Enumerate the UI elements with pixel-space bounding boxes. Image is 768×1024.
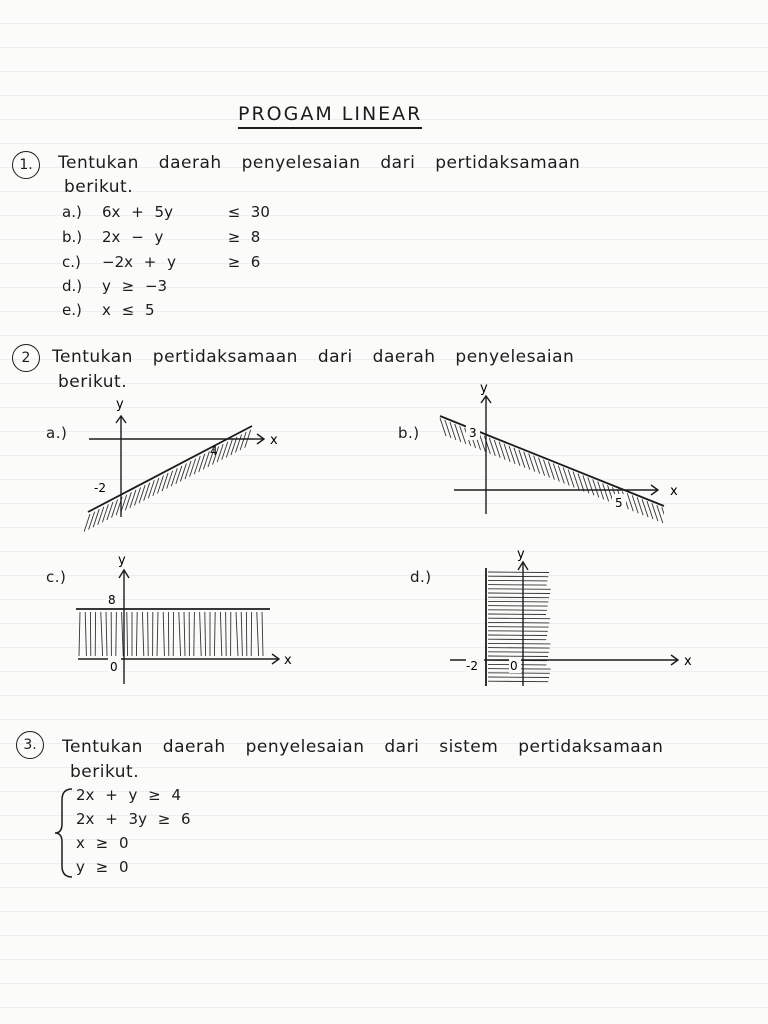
hatch-stroke <box>488 622 549 623</box>
hatch-stroke <box>488 580 547 581</box>
graph-c-x-label: x <box>284 653 292 668</box>
hatch-stroke <box>116 612 117 656</box>
graph-c-shading <box>79 612 263 656</box>
hatch-stroke <box>488 635 547 636</box>
graph-b <box>436 380 686 540</box>
question-1-number: 1. <box>12 151 40 179</box>
hatch-stroke <box>184 612 185 656</box>
hatch-stroke <box>220 612 221 656</box>
q1-item-b <box>62 228 260 246</box>
question-3-text-line1: Tentukan daerah penyelesaian dari sistem pertidaksamaan <box>62 737 664 757</box>
item-operator: ≥ <box>227 253 241 271</box>
question-2-text-line1: Tentukan pertidaksamaan dari daerah penyelesaian <box>52 347 575 367</box>
hatch-stroke <box>488 597 549 598</box>
hatch-stroke <box>262 612 263 656</box>
system-inequality-1: 2x + y ≥ 4 <box>76 786 182 804</box>
graph-d-x-value: -2 <box>466 659 478 673</box>
hatch-stroke <box>136 612 137 656</box>
graph-b-y-intercept: 3 <box>469 426 477 440</box>
hatch-stroke <box>205 612 206 656</box>
graph-d-label: d.) <box>410 568 432 586</box>
hatch-stroke <box>488 614 546 615</box>
graph-c-label: c.) <box>46 568 67 586</box>
question-3-number: 3. <box>16 731 44 759</box>
graph-d-y-label: y <box>517 547 525 562</box>
question-1-text-line1: Tentukan daerah penyelesaian dari pertidaksamaan <box>58 153 581 173</box>
item-label: c.) <box>62 253 81 271</box>
item-rhs: 30 <box>250 203 270 221</box>
hatch-stroke <box>488 606 548 607</box>
hatch-stroke <box>488 656 548 657</box>
hatch-stroke <box>214 612 215 656</box>
graph-b-x-label: x <box>670 484 678 499</box>
graph-a-label: a.) <box>46 424 68 442</box>
hatch-stroke <box>488 589 551 590</box>
graph-d-x-label: x <box>684 654 692 669</box>
item-expression: 2x − y <box>102 228 164 246</box>
graph-d-origin: 0 <box>510 659 518 673</box>
graph-a-y-intercept: -2 <box>94 481 106 495</box>
graph-a <box>84 392 294 532</box>
graph-d <box>446 544 696 694</box>
hatch-stroke <box>127 612 128 656</box>
hatch-stroke <box>488 585 547 586</box>
hatch-stroke <box>488 631 548 632</box>
q1-item-d <box>62 277 167 295</box>
item-expression: y ≥ −3 <box>102 277 168 295</box>
hatch-stroke <box>179 612 181 656</box>
graph-c-y-label: y <box>118 553 126 568</box>
hatch-stroke <box>101 612 103 656</box>
item-expression: 6x + 5y <box>102 203 173 221</box>
hatch-stroke <box>157 612 158 656</box>
hatch-stroke <box>148 612 149 656</box>
hatch-stroke <box>488 652 549 653</box>
graph-c-origin: 0 <box>110 660 118 674</box>
question-2-number: 2 <box>12 344 40 372</box>
graph-a-x-label: x <box>270 433 278 448</box>
item-label: e.) <box>62 301 82 319</box>
system-inequality-2: 2x + 3y ≥ 6 <box>76 810 191 828</box>
item-label: d.) <box>62 277 83 295</box>
system-brace <box>52 786 74 880</box>
system-inequality-4: y ≥ 0 <box>76 858 129 876</box>
hatch-stroke <box>488 601 548 602</box>
item-rhs: 8 <box>250 228 261 246</box>
hatch-stroke <box>106 612 107 656</box>
graph-b-y-label: y <box>480 381 488 396</box>
item-operator: ≤ <box>227 203 241 221</box>
graph-a-y-label: y <box>116 397 124 412</box>
graph-b-x-intercept: 5 <box>615 496 623 510</box>
hatch-stroke <box>488 572 549 573</box>
hatch-stroke <box>488 681 548 682</box>
question-3-text-line2: berikut. <box>70 762 140 782</box>
hatch-stroke <box>488 610 547 611</box>
hatch-stroke <box>488 618 550 619</box>
hatch-stroke <box>226 612 227 656</box>
hatch-stroke <box>79 612 80 656</box>
item-expression: −2x + y <box>102 253 176 271</box>
graph-c <box>74 548 304 688</box>
hatch-stroke <box>122 612 124 656</box>
hatch-stroke <box>488 648 550 649</box>
hatch-stroke <box>488 639 546 640</box>
q1-item-a <box>62 203 270 221</box>
system-inequality-3: x ≥ 0 <box>76 834 129 852</box>
question-1-text-line2: berikut. <box>64 177 134 197</box>
item-label: a.) <box>62 203 82 221</box>
hatch-stroke <box>200 612 202 656</box>
item-operator: ≥ <box>227 228 241 246</box>
hatch-stroke <box>488 627 549 628</box>
question-2-text-line2: berikut. <box>58 372 128 392</box>
q1-item-e <box>62 301 155 319</box>
hatch-stroke <box>241 612 242 656</box>
hatch-stroke <box>488 643 550 644</box>
hatch-stroke <box>163 612 164 656</box>
item-label: b.) <box>62 228 83 246</box>
graph-a-shading <box>84 430 251 532</box>
hatch-stroke <box>236 612 238 656</box>
page-title: PROGAM LINEAR <box>238 103 422 129</box>
item-rhs: 6 <box>250 253 261 271</box>
graph-a-x-intercept: 4 <box>210 444 218 458</box>
hatch-stroke <box>194 612 195 656</box>
hatch-stroke <box>488 677 549 678</box>
hatch-stroke <box>488 576 548 577</box>
hatch-stroke <box>488 593 550 594</box>
q1-item-c <box>62 253 260 271</box>
hatch-stroke <box>257 612 259 656</box>
graph-b-label: b.) <box>398 424 420 442</box>
graph-c-y-value: 8 <box>108 593 116 607</box>
item-expression: x ≤ 5 <box>102 301 155 319</box>
hatch-stroke <box>142 612 143 656</box>
hatch-stroke <box>85 612 86 656</box>
